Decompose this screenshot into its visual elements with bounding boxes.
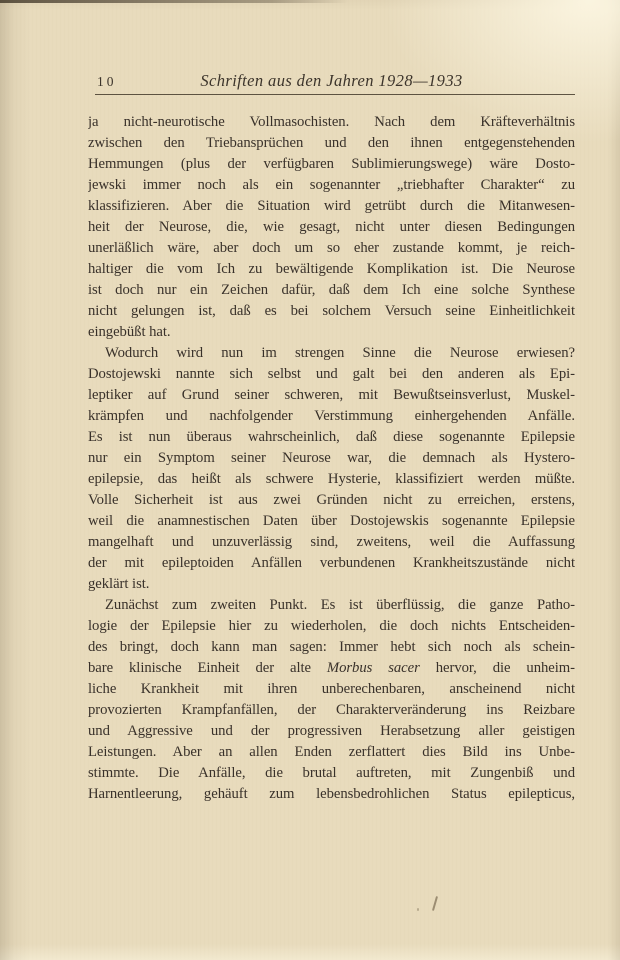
text-line: eingebüßt hat.	[88, 324, 171, 340]
scan-artifact-speck	[417, 908, 419, 911]
latin-term-italic: Morbus sacer	[326, 660, 420, 676]
text-line: leptiker auf Grund seiner schweren, mit Bewußtseinsverlust, Muskel-	[88, 387, 575, 403]
text-line: Volle Sicherheit ist aus zwei Gründen nicht zu erreichen, erstens,	[88, 492, 575, 508]
header-rule	[95, 94, 575, 95]
text-line: haltiger die vom Ich zu bewältigende Komplikation ist. Die Neurose	[88, 261, 575, 277]
text-line: heit der Neurose, die, wie gesagt, nicht unter diesen Bedingungen	[88, 219, 575, 235]
text-line: Leistungen. Aber an allen Enden zerflattert dies Bild ins Unbe-	[88, 744, 575, 760]
text-line: bare klinische Einheit der alte Morbus sacer hervor, die unheim-	[88, 660, 575, 676]
text-line: ist doch nur ein Zeichen dafür, daß dem Ich eine solche Synthese	[88, 282, 575, 298]
text-line: geklärt ist.	[88, 576, 150, 592]
text-line: Es ist nun überaus wahrscheinlich, daß diese sogenannte Epilepsie	[88, 429, 575, 445]
text-line: krämpfen und nachfolgender Verstimmung einhergehenden Anfälle.	[88, 408, 575, 424]
text-line: zwischen den Triebansprüchen und den ihnen entgegenstehenden	[88, 135, 575, 151]
text-line: Wodurch wird nun im strengen Sinne die Neurose erwiesen?	[105, 345, 575, 361]
scan-artifact-scratch	[432, 896, 438, 911]
text-line: stimmte. Die Anfälle, die brutal auftreten, mit Zungenbiß und	[88, 765, 575, 781]
text-line: ja nicht-neurotische Vollmasochisten. Nach dem Kräfteverhältnis	[88, 114, 575, 130]
text-line: Zunächst zum zweiten Punkt. Es ist überflüssig, die ganze Patho-	[105, 597, 575, 613]
text-line: und Aggressive und der progressiven Herabsetzung aller geistigen	[88, 723, 575, 739]
running-header-title: Schriften aus den Jahren 1928—1933	[200, 71, 463, 90]
text-line: liche Krankheit mit ihren unberechenbaren, anscheinend nicht	[88, 681, 575, 697]
text-line: Harnentleerung, gehäuft zum lebensbedrohlichen Status epilepticus,	[88, 786, 575, 802]
text-line: Hemmungen (plus der verfügbaren Sublimierungswege) wäre Dosto-	[88, 156, 575, 172]
scan-artifact-top-edge	[0, 0, 348, 3]
text-line: logie der Epilepsie hier zu wiederholen, die doch nichts Entscheiden-	[88, 618, 575, 634]
text-line: mangelhaft und unzuverlässig sind, zweitens, weil die Auffassung	[88, 534, 575, 550]
body-text	[88, 112, 575, 805]
text-line: klassifizieren. Aber die Situation wird getrübt durch die Mitanwesen-	[88, 198, 575, 214]
text-line: epilepsie, das heißt als schwere Hysterie, klassifiziert werden müßte.	[88, 471, 575, 487]
text-line: Dostojewski nannte sich selbst und galt bei den anderen als Epi-	[88, 366, 575, 382]
text-line: jewski immer noch als ein sogenannter „triebhafter Charakter“ zu	[88, 177, 575, 193]
text-line: nicht gelungen ist, daß es bei solchem Versuch seine Einheitlichkeit	[88, 303, 575, 319]
text-line: provozierten Krampfanfällen, der Charakterveränderung ins Reizbare	[88, 702, 575, 718]
text-line: nur ein Symptom seiner Neurose war, die demnach als Hystero-	[88, 450, 575, 466]
page-number: 10	[97, 74, 117, 89]
text-line: weil die anamnestischen Daten über Dostojewskis sogenannte Epilepsie	[88, 513, 575, 529]
text-line: der mit epileptoiden Anfällen verbundenen Krankheitszustände nicht	[88, 555, 575, 571]
text-line: des bringt, doch kann man sagen: Immer hebt sich noch als schein-	[88, 639, 575, 655]
text-line: unerläßlich wäre, aber doch um so eher zustande kommt, je reich-	[88, 240, 575, 256]
